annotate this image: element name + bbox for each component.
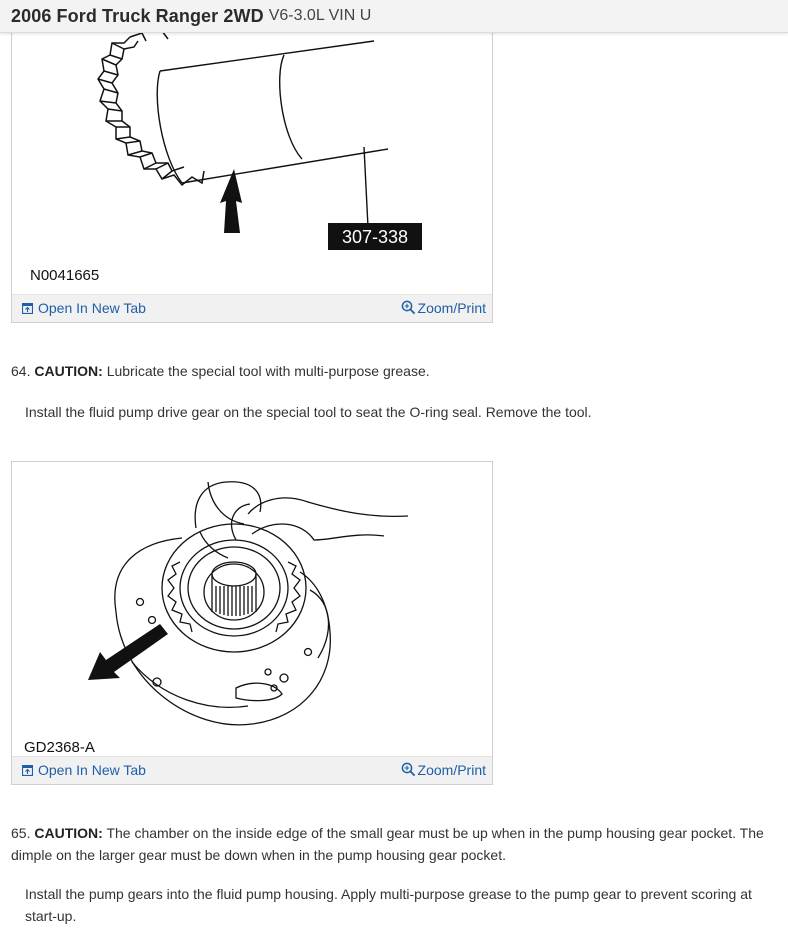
- caution-text: Lubricate the special tool with multi-purpose grease.: [106, 363, 430, 379]
- open-tab-icon: [22, 765, 33, 776]
- figure-toolbar: [12, 756, 492, 784]
- engine-subtitle: V6-3.0L VIN U: [268, 7, 372, 24]
- zoom-print-link[interactable]: [401, 760, 486, 778]
- page-header: [0, 0, 788, 33]
- zoom-print-link[interactable]: [401, 298, 486, 316]
- caution-label: CAUTION:: [34, 825, 103, 841]
- step-number: 65.: [11, 825, 31, 841]
- figure-code: N0041665: [30, 267, 100, 284]
- open-in-new-tab-link[interactable]: [22, 300, 146, 316]
- figure-n0041665[interactable]: [11, 0, 493, 323]
- step-64-instruction: Install the fluid pump drive gear on the special tool to seat the O-ring seal. Remove the tool.: [25, 404, 592, 420]
- magnifier-icon: [401, 300, 416, 315]
- zoom-print-label: Zoom/Print: [417, 300, 486, 316]
- caution-text: The chamber on the inside edge of the small gear must be up when in the pump housing gear pocket. The dimple on the larger gear must be down when in the pump housing gear pocket.: [11, 825, 764, 863]
- step-number: 64.: [11, 363, 31, 379]
- open-tab-icon: [22, 303, 33, 314]
- open-in-new-tab-link[interactable]: [22, 762, 146, 778]
- pump-gear-illustration: [12, 462, 492, 752]
- magnifier-icon: [401, 762, 416, 777]
- step-65: [11, 822, 775, 866]
- vehicle-title: 2006 Ford Truck Ranger 2WD: [11, 5, 264, 26]
- tool-number-label: 307-338: [341, 227, 409, 247]
- open-in-new-tab-label: Open In New Tab: [38, 762, 146, 778]
- figure-code: GD2368-A: [24, 739, 95, 756]
- step-65-instruction: [11, 883, 775, 927]
- caution-label: CAUTION:: [34, 363, 103, 379]
- zoom-print-label: Zoom/Print: [417, 762, 486, 778]
- gear-tool-illustration: [12, 0, 492, 297]
- figure-toolbar: [12, 294, 492, 322]
- instruction-text: Install the pump gears into the fluid pump housing. Apply multi-purpose grease to the pump gear to prevent scoring at start-up.: [25, 886, 752, 924]
- step-64: [11, 360, 775, 382]
- figure-gd2368-a[interactable]: [11, 461, 493, 785]
- open-in-new-tab-label: Open In New Tab: [38, 300, 146, 316]
